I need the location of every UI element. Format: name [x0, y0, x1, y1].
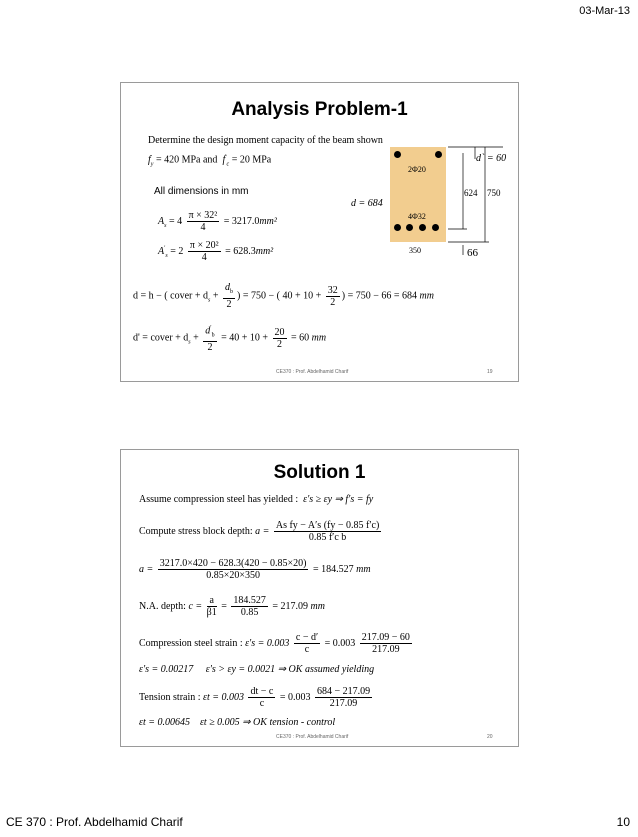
page-footer-course: CE 370 : Prof. Abdelhamid Charif [6, 815, 183, 829]
slide-footer: CE370 : Prof. Abdelhamid Charif [276, 734, 349, 740]
tension-strain-equation: Tension strain : εt = 0.003 $\frac{dt - c}{c}$ = 0.003 $\frac{684 - 217.09}{217.09}$ [139, 686, 371, 709]
page-date: 03-Mar-13 [579, 5, 630, 17]
dim-624-label: 624 [464, 188, 478, 198]
dimensions-note: All dimensions in mm [154, 186, 249, 197]
page-number: 10 [616, 815, 630, 829]
d-equation: d = h − ( cover + $d_s$ + $\frac{d_b}{2}$ ) = 750 − ( 40 + 10 + $\frac{32}{2}$ ) = 750 − 66 = 684 mm [133, 282, 434, 310]
compression-strain-result: ε′s = 0.00217 ε′s > εy = 0.0021 ⇒ OK assumed yielding [139, 664, 375, 675]
stress-block-numeric: a = $\frac{3217.0\times 420 - 628.3(420 - 0.85\times 20)}{0.85\times 20\times 350}$ = 184.527 mm [139, 558, 371, 581]
material-properties: $f_y = 420$ MPa and $f'_c = 20$ MPa [148, 154, 272, 168]
fy-value: = 420 MPa and [155, 154, 218, 166]
dimension-lines [363, 145, 513, 275]
problem-statement: Determine the design moment capacity of the beam shown [148, 135, 383, 146]
slide-solution [120, 449, 519, 747]
fc-value: = 20 MPa [231, 154, 272, 166]
tension-strain-result: εt = 0.00645 εt ≥ 0.005 ⇒ OK tension - control [139, 717, 336, 728]
as-prime-equation: $A'_s = 2$ $\frac{\text{π × 20²}}{4}$ = 628.3mm² [158, 240, 274, 263]
slide-analysis-problem [120, 82, 519, 382]
fy-symbol: f [148, 154, 151, 166]
stress-block-equation: Compute stress block depth: a = $\frac{\text{As fy − A′s (fy − 0.85 f′c)}}{\text{0.85 f′c b}}$ [139, 520, 380, 543]
assumption-line: Assume compression steel has yielded : ε′s ≥ εy ⇒ f′s = fy [139, 494, 374, 505]
d-prime-equation: d' = cover + $d_s$ + $\frac{d'_b}{2}$ = 40 + 10 + $\frac{20}{2}$ = 60 mm [133, 325, 327, 354]
dim-750-label: 750 [487, 188, 501, 198]
top-bars-label: 2Φ20 [408, 165, 426, 174]
slide-number: 20 [487, 734, 493, 740]
beam-section-figure [351, 145, 513, 275]
dim-66-label: 66 [467, 247, 478, 259]
slide-title: Analysis Problem-1 [231, 99, 408, 120]
slide-number: 19 [487, 369, 493, 375]
compression-strain-equation: Compression steel strain : ε′s = 0.003 $\frac{c - d'}{c}$ = 0.003 $\frac{217.09 - 60}{217.09}$ [139, 632, 410, 655]
beam-width-label: 350 [409, 246, 421, 255]
as-equation: $A_s = 4$ $\frac{\text{π × 32²}}{4}$ = 3217.0mm² [158, 210, 277, 233]
neutral-axis-equation: N.A. depth: c = $\frac{a}{\beta 1}$ = $\frac{184.527}{0.85}$ = 217.09 mm [139, 595, 325, 618]
bottom-bars-label: 4Φ32 [408, 212, 426, 221]
d-label: d = 684 [351, 198, 383, 209]
slide-title: Solution 1 [273, 462, 366, 483]
d-prime-label: d` = 60 [476, 153, 507, 164]
slide-footer: CE370 : Prof. Abdelhamid Charif [276, 369, 349, 375]
